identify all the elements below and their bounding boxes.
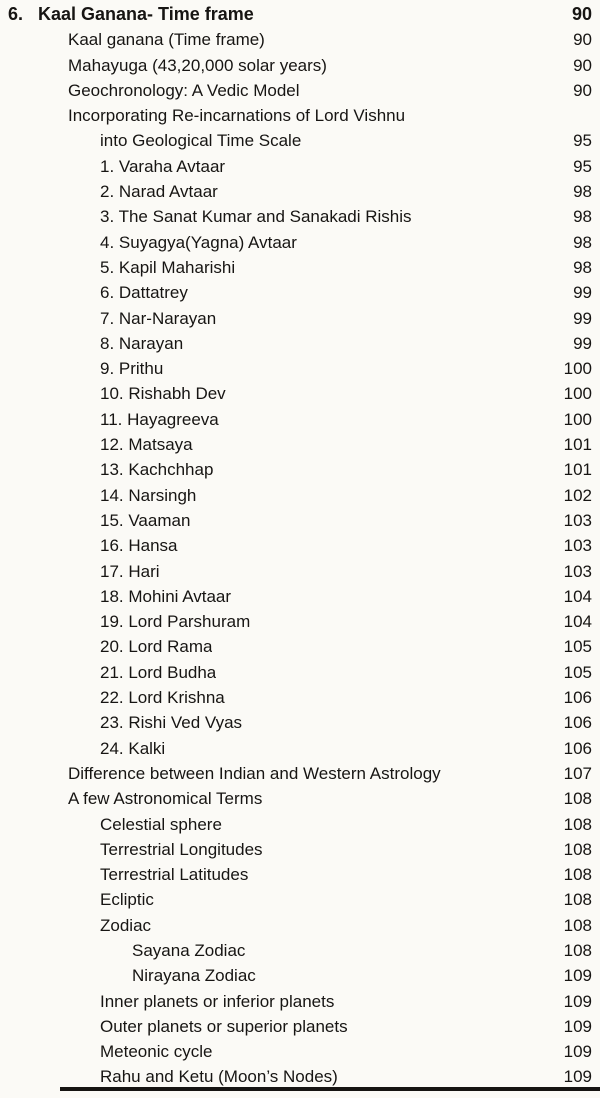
toc-entry-page: 99 [573, 333, 592, 353]
toc-entry-page: 95 [573, 156, 592, 176]
toc-entry-label: 19. Lord Parshuram [100, 612, 251, 632]
toc-entry-page: 108 [563, 915, 592, 935]
toc-entry-page: 103 [563, 536, 592, 556]
toc-entry [0, 230, 600, 255]
toc-entry [0, 103, 600, 128]
table-of-contents [0, 2, 600, 1090]
toc-entry [0, 862, 600, 887]
toc-entry-page: 106 [563, 688, 592, 708]
toc-entry-page: 100 [563, 384, 592, 404]
toc-entry [0, 913, 600, 938]
toc-entry-label: 17. Hari [100, 561, 160, 581]
toc-entry [0, 559, 600, 584]
toc-entry-page: 107 [563, 763, 592, 783]
toc-entry-label: Inner planets or inferior planets [100, 991, 335, 1011]
toc-entry-label: 22. Lord Krishna [100, 688, 225, 708]
toc-entry [0, 660, 600, 685]
toc-entry [0, 356, 600, 381]
toc-entry [0, 837, 600, 862]
toc-entry-label: Celestial sphere [100, 814, 222, 834]
toc-entry-label: Kaal ganana (Time frame) [68, 30, 265, 50]
toc-entry-label: Rahu and Ketu (Moon’s Nodes) [100, 1067, 338, 1087]
toc-entry-page: 109 [563, 1067, 592, 1087]
toc-entry-page: 108 [563, 865, 592, 885]
toc-entry-page: 106 [563, 738, 592, 758]
toc-entry-label: Terrestrial Latitudes [100, 865, 249, 885]
toc-entries [0, 27, 600, 1089]
toc-entry-label: 14. Narsingh [100, 485, 197, 505]
toc-entry-page: 108 [563, 789, 592, 809]
toc-entry-page: 90 [573, 80, 592, 100]
toc-entry [0, 584, 600, 609]
toc-entry [0, 204, 600, 229]
toc-entry [0, 786, 600, 811]
toc-entry-page: 104 [563, 612, 592, 632]
toc-entry-label: 10. Rishabh Dev [100, 384, 226, 404]
toc-entry-label: 12. Matsaya [100, 435, 193, 455]
toc-entry-page: 103 [563, 561, 592, 581]
toc-entry-page: 98 [573, 257, 592, 277]
toc-entry-label: 4. Suyagya(Yagna) Avtaar [100, 232, 297, 252]
toc-entry-label: 23. Rishi Ved Vyas [100, 713, 243, 733]
toc-entry [0, 154, 600, 179]
toc-entry-label: 21. Lord Budha [100, 662, 217, 682]
toc-entry [0, 407, 600, 432]
toc-entry [0, 457, 600, 482]
toc-entry-label: 5. Kapil Maharishi [100, 257, 236, 277]
toc-entry [0, 306, 600, 331]
toc-entry [0, 1014, 600, 1039]
toc-entry [0, 710, 600, 735]
toc-entry-page: 100 [563, 359, 592, 379]
toc-entry-label: 6. Dattatrey [100, 283, 188, 303]
toc-entry-label: Meteonic cycle [100, 1042, 213, 1062]
toc-entry [0, 1064, 600, 1089]
toc-entry-page: 101 [563, 460, 592, 480]
toc-entry [0, 432, 600, 457]
toc-entry-label: 24. Kalki [100, 738, 166, 758]
toc-entry-page: 100 [563, 409, 592, 429]
bottom-rule [60, 1087, 600, 1091]
toc-entry-label: 7. Nar-Narayan [100, 308, 217, 328]
toc-entry-page: 95 [573, 131, 592, 151]
toc-entry-page: 109 [563, 1042, 592, 1062]
toc-entry-page: 108 [563, 940, 592, 960]
toc-entry [0, 761, 600, 786]
toc-entry-label: Difference between Indian and Western Astrology [68, 763, 441, 783]
toc-entry-label: 15. Vaaman [100, 510, 191, 530]
toc-entry-label: Nirayana Zodiac [132, 966, 256, 986]
toc-entry-label: 20. Lord Rama [100, 637, 213, 657]
toc-entry [0, 609, 600, 634]
toc-entry [0, 1039, 600, 1064]
toc-entry-page: 108 [563, 814, 592, 834]
chapter-number: 6. [8, 4, 24, 24]
toc-entry [0, 736, 600, 761]
toc-entry-page: 109 [563, 1016, 592, 1036]
toc-entry-label: 1. Varaha Avtaar [100, 156, 226, 176]
toc-entry [0, 634, 600, 659]
toc-entry-page: 101 [563, 435, 592, 455]
toc-entry-page: 108 [563, 839, 592, 859]
toc-entry-page: 105 [563, 662, 592, 682]
toc-entry-label: Terrestrial Longitudes [100, 839, 263, 859]
toc-entry-page: 90 [573, 30, 592, 50]
toc-entry-label: Mahayuga (43,20,000 solar years) [68, 55, 327, 75]
toc-entry-label: Sayana Zodiac [132, 940, 246, 960]
toc-entry-label: 8. Narayan [100, 333, 184, 353]
toc-entry-page: 102 [563, 485, 592, 505]
toc-entry [0, 280, 600, 305]
toc-entry [0, 685, 600, 710]
toc-entry-page: 99 [573, 308, 592, 328]
toc-entry [0, 255, 600, 280]
toc-entry [0, 381, 600, 406]
toc-entry-page: 108 [563, 890, 592, 910]
toc-entry-label: 11. Hayagreeva [100, 409, 219, 429]
toc-entry [0, 78, 600, 103]
toc-entry-label: Incorporating Re-incarnations of Lord Vishnu [68, 106, 406, 126]
toc-entry-label: Geochronology: A Vedic Model [68, 80, 300, 100]
toc-entry [0, 27, 600, 52]
toc-entry-page: 99 [573, 283, 592, 303]
toc-entry [0, 963, 600, 988]
toc-entry [0, 812, 600, 837]
toc-entry-label: Zodiac [100, 915, 152, 935]
toc-entry [0, 533, 600, 558]
toc-entry-label: Ecliptic [100, 890, 154, 910]
toc-entry-label: 16. Hansa [100, 536, 178, 556]
toc-entry [0, 331, 600, 356]
toc-entry [0, 938, 600, 963]
toc-entry [0, 128, 600, 153]
toc-entry-page: 109 [563, 991, 592, 1011]
toc-entry-page: 98 [573, 207, 592, 227]
chapter-title: Kaal Ganana- Time frame [38, 4, 254, 24]
toc-entry-label: 9. Prithu [100, 359, 164, 379]
toc-entry-page: 105 [563, 637, 592, 657]
toc-entry-page: 103 [563, 510, 592, 530]
toc-entry-label: 3. The Sanat Kumar and Sanakadi Rishis [100, 207, 412, 227]
toc-entry-page: 90 [573, 55, 592, 75]
toc-entry-page: 104 [563, 586, 592, 606]
toc-entry-label: into Geological Time Scale [100, 131, 302, 151]
toc-entry [0, 989, 600, 1014]
toc-entry [0, 53, 600, 78]
toc-entry-page: 109 [563, 966, 592, 986]
toc-entry-page: 98 [573, 182, 592, 202]
toc-entry [0, 887, 600, 912]
chapter-row [0, 2, 600, 27]
toc-entry [0, 508, 600, 533]
toc-entry-label: 2. Narad Avtaar [100, 182, 218, 202]
toc-entry-label: Outer planets or superior planets [100, 1016, 348, 1036]
toc-entry [0, 179, 600, 204]
toc-entry-label: 18. Mohini Avtaar [100, 586, 232, 606]
toc-entry-page: 106 [563, 713, 592, 733]
chapter-page: 90 [571, 4, 592, 24]
toc-entry [0, 483, 600, 508]
toc-entry-label: A few Astronomical Terms [68, 789, 263, 809]
toc-entry-page: 98 [573, 232, 592, 252]
toc-entry-label: 13. Kachchhap [100, 460, 214, 480]
